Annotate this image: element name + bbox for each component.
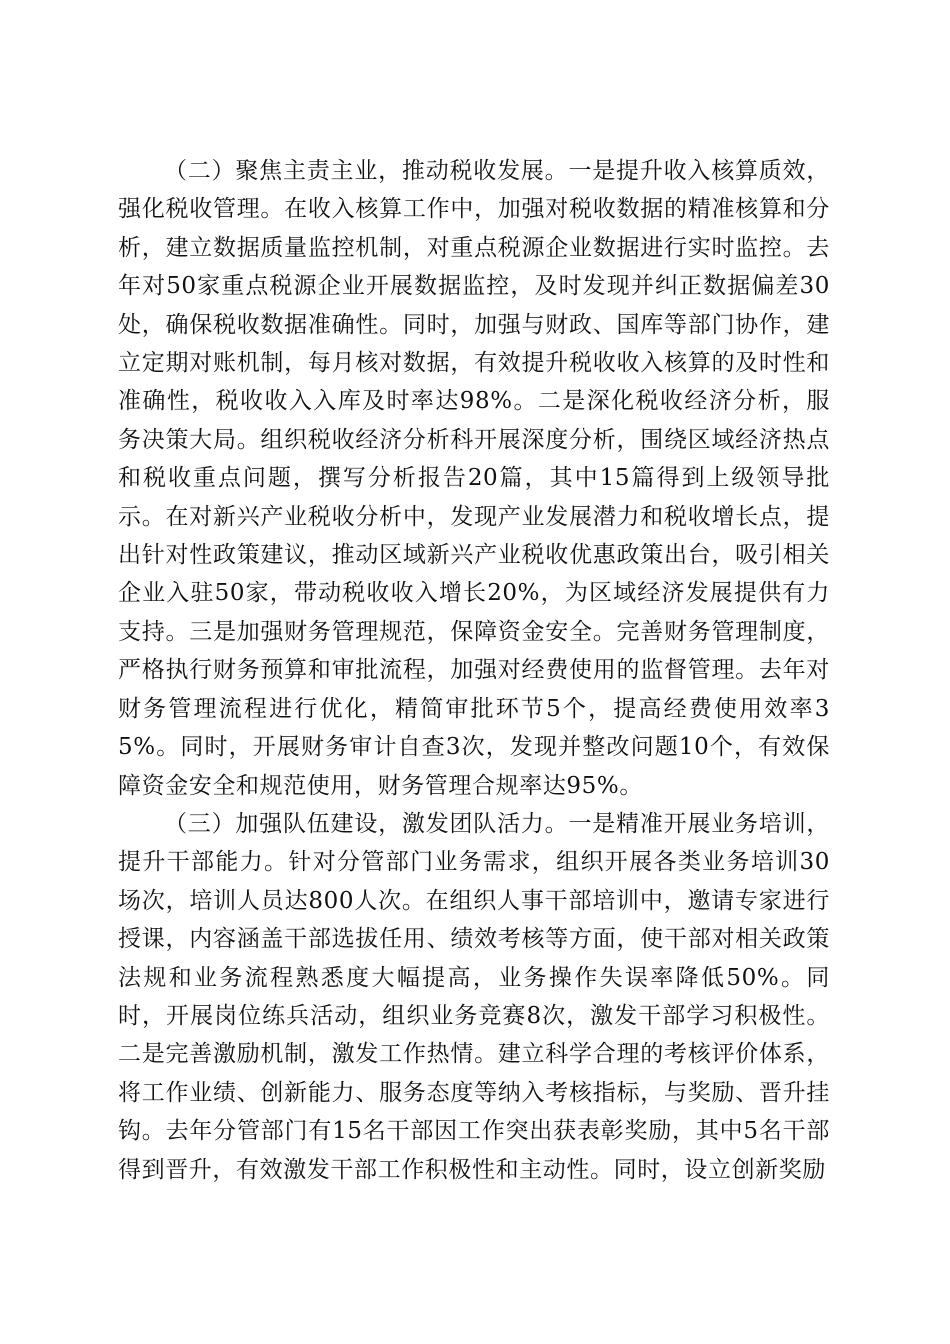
document-body bbox=[118, 152, 830, 1189]
paragraph-team-building: （三）加强队伍建设，激发团队活力。一是精准开展业务培训，提升干部能力。针对分管部门业务需求，组织开展各类业务培训30场次，培训人员达800人次。在组织人事干部培训中，邀请专家进行授课，内容涵盖干部选拔任用、绩效考核等方面，使干部对相关政策法规和业务流程熟悉度大幅提高，业务操作失误率降低50%。同时，开展岗位练兵活动，组织业务竞赛8次，激发干部学习积极性。二是完善激励机制，激发工作热情。建立科学合理的考核评价体系，将工作业绩、创新能力、服务态度等纳入考核指标，与奖励、晋升挂钩。去年分管部门有15名干部因工作突出获表彰奖励，其中5名干部得到晋升，有效激发干部工作积极性和主动性。同时，设立创新奖励 bbox=[118, 810, 830, 1183]
paragraph-tax-development: （二）聚焦主责主业，推动税收发展。一是提升收入核算质效，强化税收管理。在收入核算工作中，加强对税收数据的精准核算和分析，建立数据质量监控机制，对重点税源企业数据进行实时监控。去年对50家重点税源企业开展数据监控，及时发现并纠正数据偏差30处，确保税收数据准确性。同时，加强与财政、国库等部门协作，建立定期对账机制，每月核对数据，有效提升税收收入核算的及时性和准确性，税收收入入库及时率达98%。二是深化税收经济分析，服务决策大局。组织税收经济分析科开展深度分析，围绕区域经济热点和税收重点问题，撰写分析报告20篇，其中15篇得到上级领导批示。在对新兴产业税收分析中，发现产业发展潜力和税收增长点，提出针对性政策建议，推动区域新兴产业税收优惠政策出台，吸引相关企业入驻50家，带动税收收入增长20%，为区域经济发展提供有力支持。三是加强财务管理规范，保障资金安全。完善财务管理制度，严格执行财务预算和审批流程，加强对经费使用的监督管理。去年对财务管理流程进行优化，精简审批环节5个，提高经费使用效率35%。同时，开展财务审计自查3次，发现并整改问题10个，有效保障资金安全和规范使用，财务管理合规率达95%。 bbox=[118, 158, 830, 799]
